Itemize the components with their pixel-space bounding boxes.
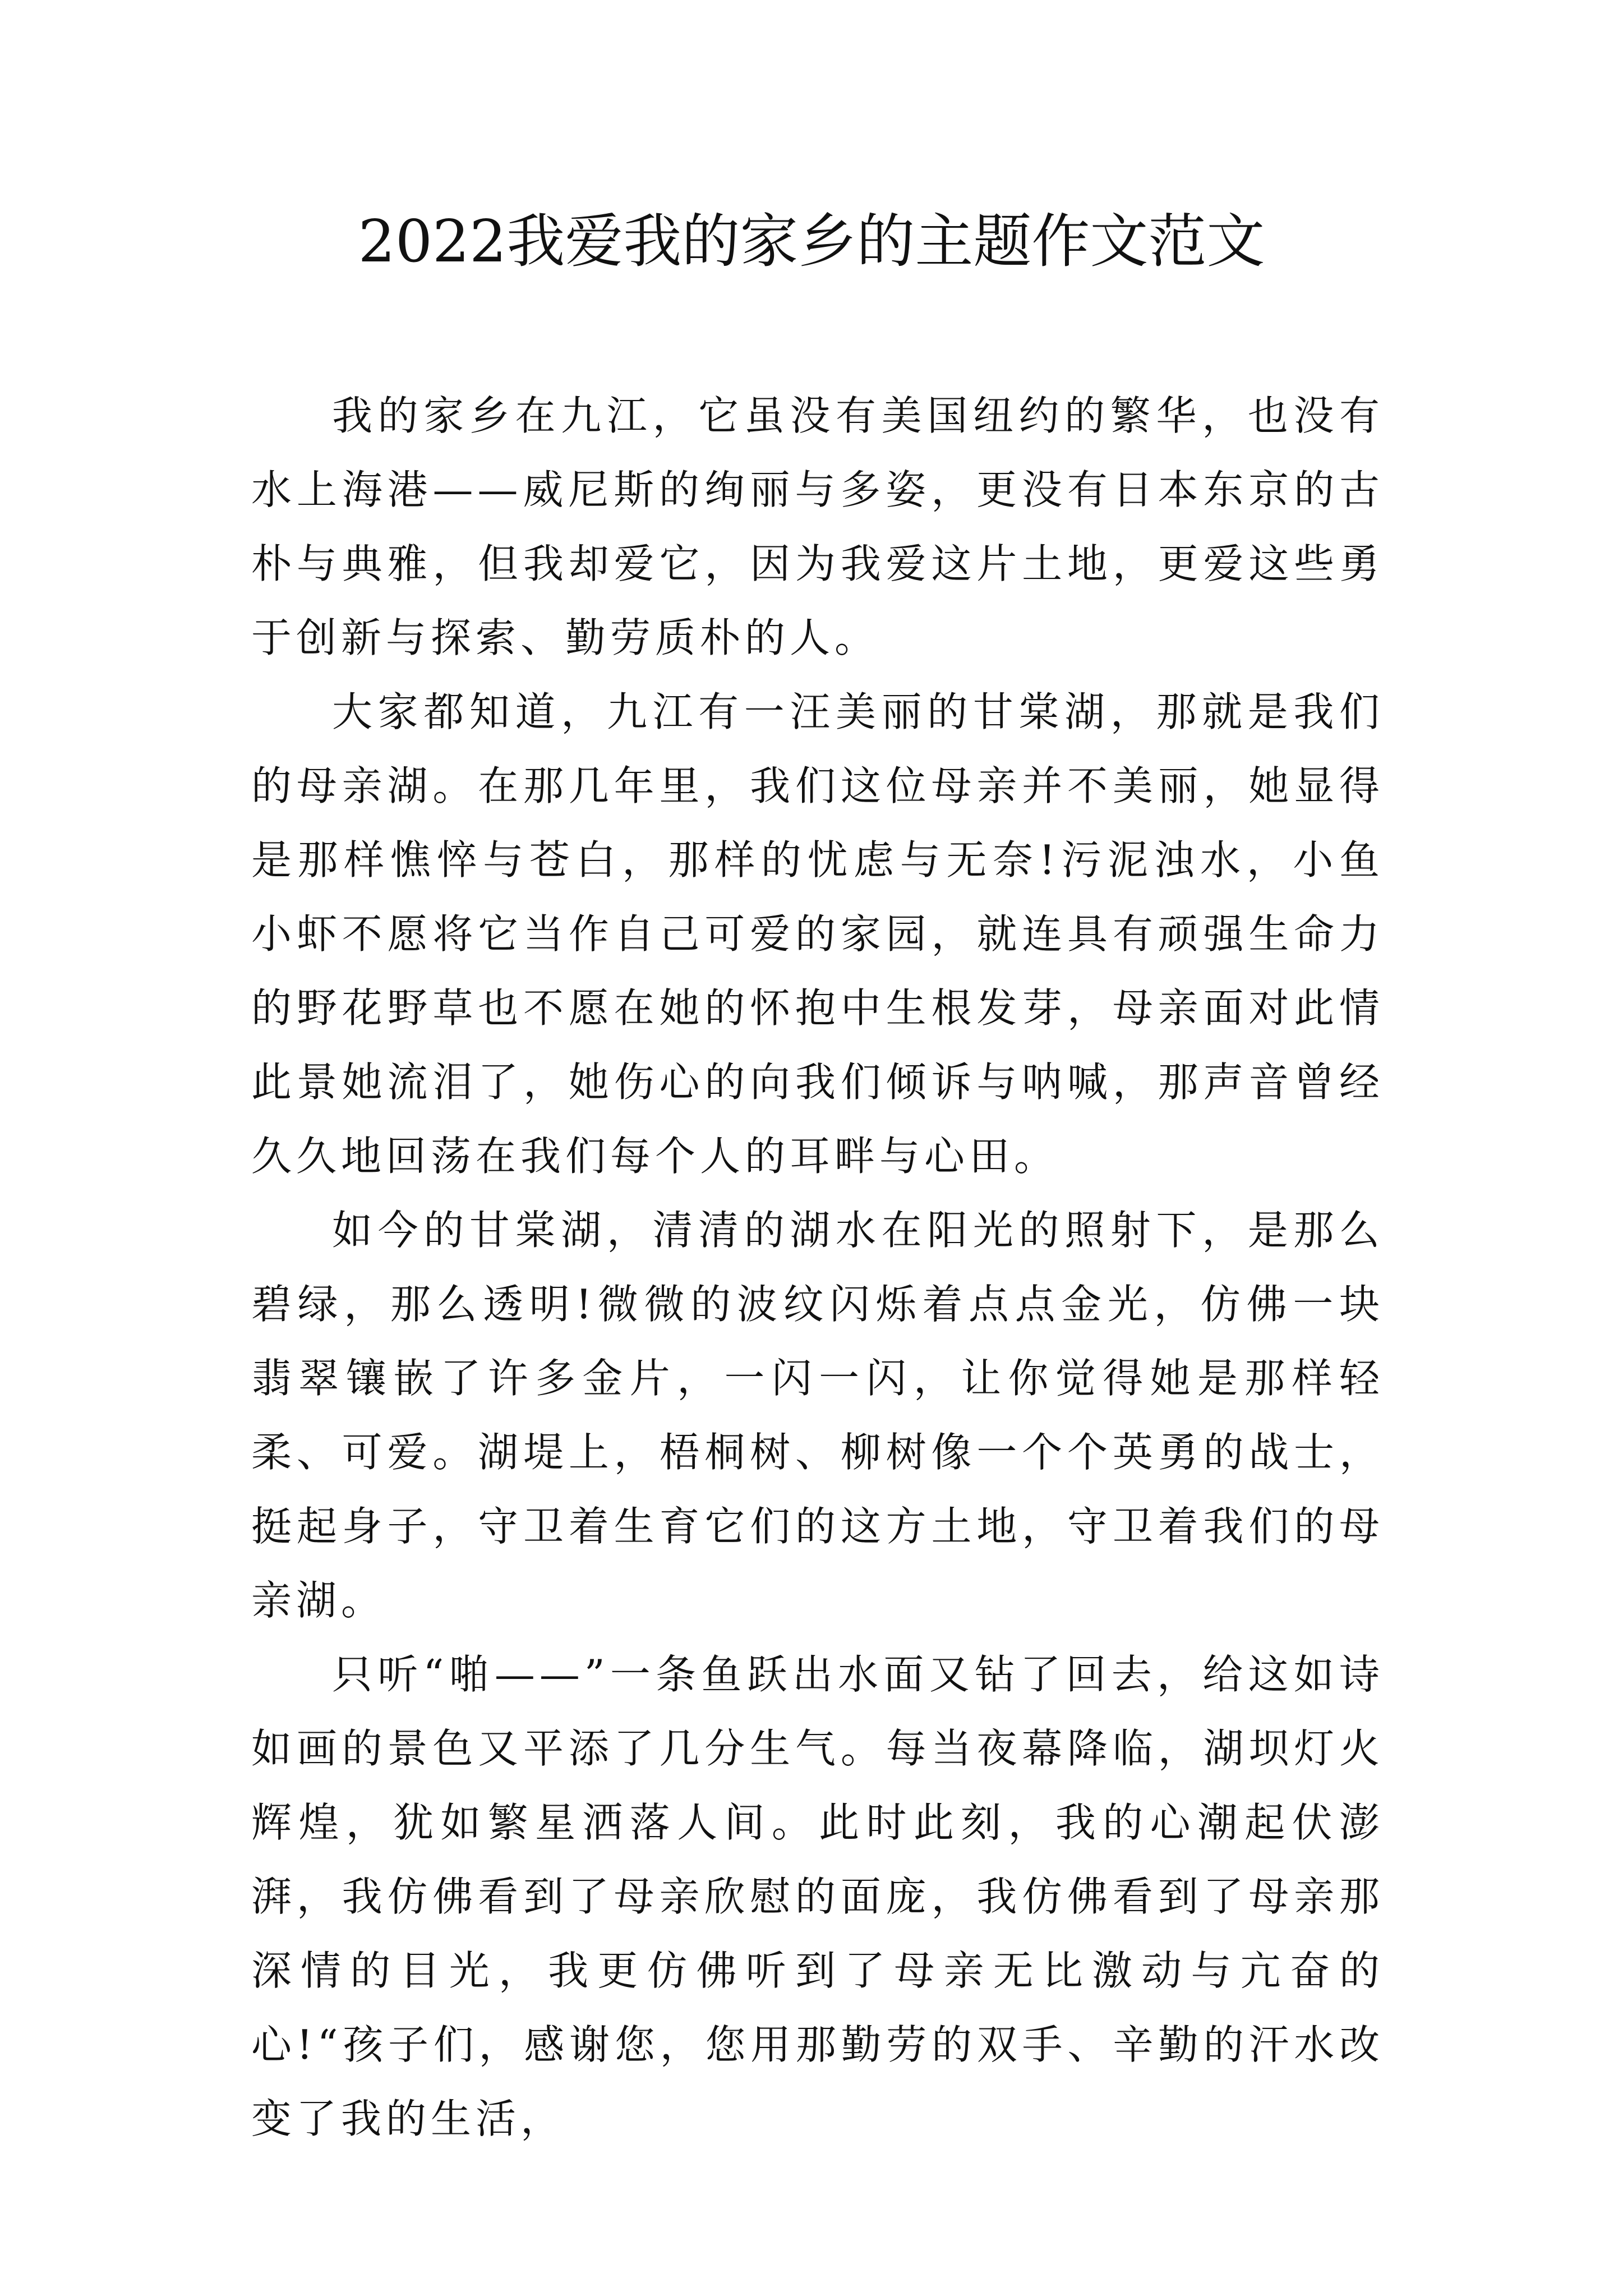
paragraph: 只听“啪——”一条鱼跃出水面又钻了回去，给这如诗如画的景色又平添了几分生气。每当夜幕降临，湖坝灯火辉煌，犹如繁星洒落人间。此时此刻，我的心潮起伏澎湃，我仿佛看到了母亲欣慰的面庞，我仿佛看到了母亲那深情的目光，我更仿佛听到了母亲无比激动与亢奋的心!“孩子们，感谢您，您用那勤劳的双手、辛勤的汗水改变了我的生活， (251, 1651, 1384, 2142)
document-title: 2022我爱我的家乡的主题作文范文 (358, 207, 1265, 275)
paragraph: 我的家乡在九江，它虽没有美国纽约的繁华，也没有水上海港——威尼斯的绚丽与多姿，更没有日本东京的古朴与典雅，但我却爱它，因为我爱这片土地，更爱这些勇于创新与探索、勤劳质朴的人。 (251, 392, 1384, 661)
paragraph: 如今的甘棠湖，清清的湖水在阳光的照射下，是那么碧绿，那么透明!微微的波纹闪烁着点点金光，仿佛一块翡翠镶嵌了许多金片，一闪一闪，让你觉得她是那样轻柔、可爱。湖堤上，梧桐树、柳树像一个个英勇的战士，挺起身子，守卫着生育它们的这方土地，守卫着我们的母亲湖。 (251, 1207, 1384, 1624)
paragraph: 大家都知道，九江有一汪美丽的甘棠湖，那就是我们的母亲湖。在那几年里，我们这位母亲并不美丽，她显得是那样憔悴与苍白，那样的忧虑与无奈!污泥浊水，小鱼小虾不愿将它当作自己可爱的家园，就连具有顽强生命力的野花野草也不愿在她的怀抱中生根发芽，母亲面对此情此景她流泪了，她伤心的向我们倾诉与呐喊，那声音曾经久久地回荡在我们每个人的耳畔与心田。 (251, 688, 1384, 1180)
document-body (251, 379, 1384, 2156)
